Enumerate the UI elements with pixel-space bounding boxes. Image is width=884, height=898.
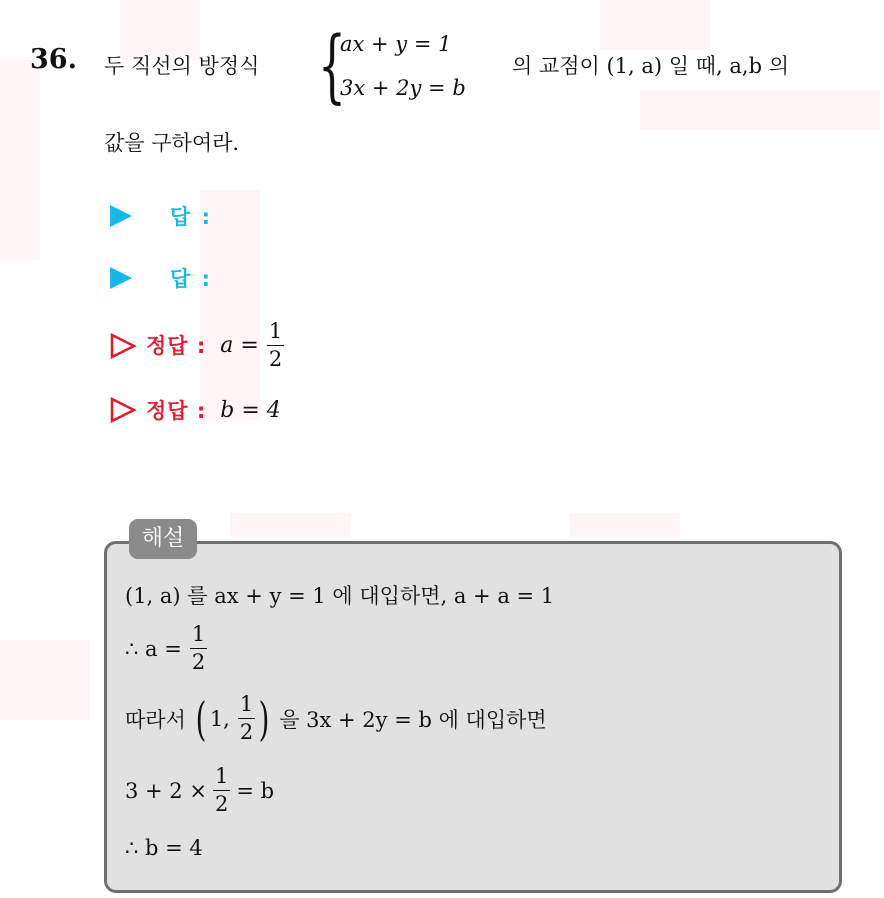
question-text-after: 의 교점이 (1, a) 일 때, a,b 의: [512, 54, 789, 78]
solution-line-3-suffix: 을 3x + 2y = b 에 대입하면: [279, 707, 547, 732]
solution-tag: 해설: [129, 519, 197, 559]
solution-line-2-prefix: ∴ a =: [125, 636, 182, 661]
watermark-block: [230, 513, 350, 537]
fraction: [238, 694, 255, 743]
question-text: 두 직선의 방정식: [104, 54, 260, 78]
answer-a-prefix: a =: [220, 332, 259, 358]
fraction-denominator: 2: [239, 720, 254, 744]
solution-line-2: [125, 624, 207, 673]
fraction: [213, 766, 230, 815]
correct-answer-a: [220, 318, 284, 371]
watermark-block: [0, 60, 40, 260]
solution-line-1: (1, a) 를 ax + y = 1 에 대입하면, a + a = 1: [125, 584, 555, 608]
solution-line-3-prefix: 따라서: [125, 707, 186, 732]
fraction-numerator: 1: [267, 321, 284, 346]
equation-system: [318, 19, 498, 114]
play-triangle-icon: [110, 205, 132, 227]
solution-line-5: ∴ b = 4: [125, 836, 203, 860]
equation-1: ax + y = 1: [340, 32, 452, 56]
outline-triangle-icon: [110, 333, 136, 359]
fraction-numerator: 1: [238, 694, 255, 719]
solution-line-4-suffix: = b: [236, 778, 275, 803]
right-paren: ): [258, 691, 270, 746]
watermark-block: [640, 90, 880, 130]
equation-2: 3x + 2y = b: [340, 76, 466, 100]
solution-line-3-inner: 1,: [209, 706, 230, 731]
fraction-numerator: 1: [213, 766, 230, 791]
correct-label: 정답 :: [146, 334, 207, 358]
correct-answer-row: [110, 390, 281, 430]
solution-line-4: [125, 766, 274, 815]
solution-line-4-prefix: 3 + 2 ×: [125, 778, 207, 803]
correct-label: 정답 :: [146, 399, 207, 423]
fraction: [190, 624, 207, 673]
fraction: [267, 318, 284, 371]
fraction-denominator: 2: [214, 792, 229, 816]
answer-label: 답 :: [170, 205, 212, 229]
outline-triangle-icon: [110, 397, 136, 423]
correct-answer-row: [110, 320, 284, 370]
answer-label: 답 :: [170, 267, 212, 291]
fraction-denominator: 2: [268, 346, 283, 371]
correct-answer-b: b = 4: [220, 397, 281, 423]
play-triangle-icon: [110, 267, 132, 289]
fraction-denominator: 2: [191, 650, 206, 674]
fraction-numerator: 1: [190, 624, 207, 649]
solution-line-3: [125, 691, 547, 746]
left-brace: {: [318, 19, 346, 112]
watermark-block: [0, 640, 90, 720]
question-text-line2: 값을 구하여라.: [104, 131, 240, 155]
answer-row: [110, 258, 212, 298]
question-number: 36.: [30, 44, 77, 75]
left-paren: (: [195, 691, 207, 746]
watermark-block: [570, 513, 680, 537]
watermark-block: [600, 0, 710, 50]
answer-row: [110, 196, 212, 236]
